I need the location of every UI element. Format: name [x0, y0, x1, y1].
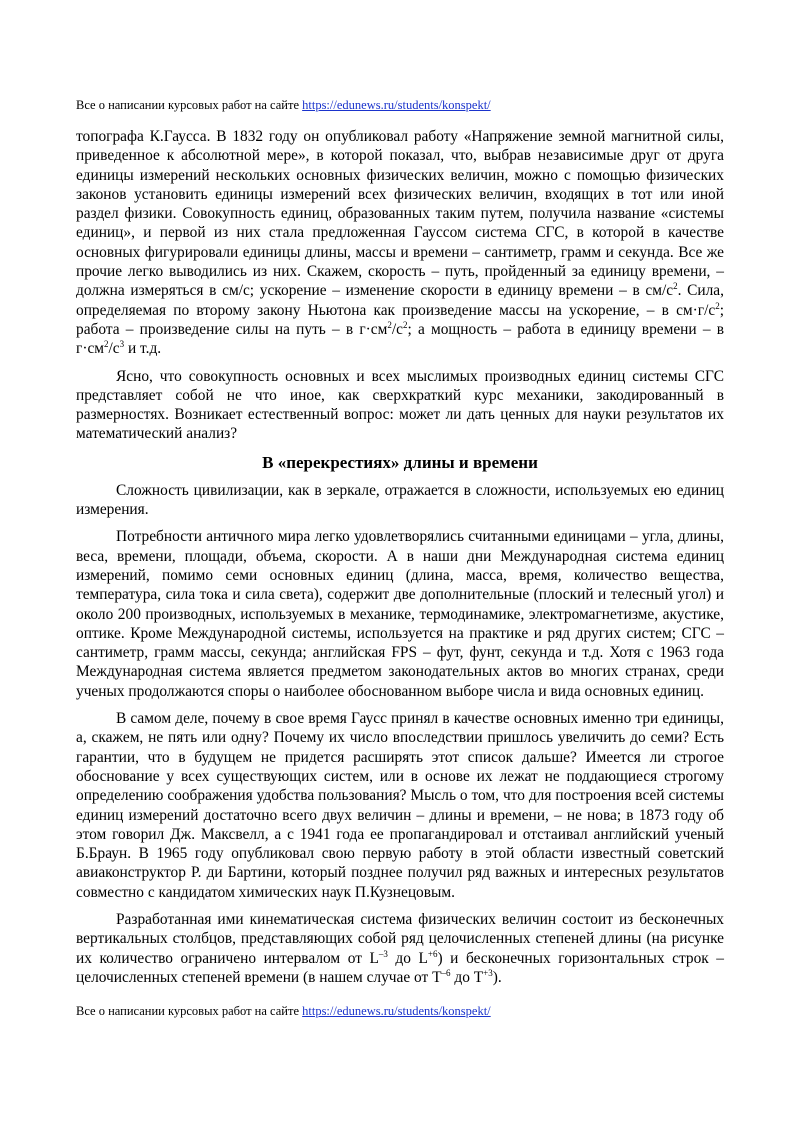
- text-run: ; а мощность – работа в единицу времени – в г·см: [76, 320, 724, 358]
- header-prefix: Все о написании курсовых работ на сайте: [76, 98, 303, 112]
- superscript: –6: [441, 967, 451, 978]
- text-run: ) и бесконечных горизонтальных строк – целочисленных степеней времени (в нашем случае от T: [76, 949, 724, 986]
- text-run: ; работа – произведение силы на путь – в г·см: [76, 301, 724, 338]
- paragraph-5: В самом деле, почему в свое время Гаусс принял в качестве основных именно три единицы, а, скажем, не пять или одну? Почему их число впоследствии пришлось увеличить до семи? Есть гарантии, что в будущем не придется расширять этот список дальше? Имеется ли строгое обоснование у всех существующих систем, или в основе их лежат не поддающиеся строгому определению соображения удобства пользования? Мысль о том, что для построения всей системы единиц измерений достаточно всего двух величин – длины и времени, – не нова; в 1873 году об этом говорил Дж. Максвелл, а с 1941 года ее пропагандировал и отстаивал английский ученый Б.Браун. В 1965 году опубликовал свою первую работу в этой области известный советский авиаконструктор Р. ди Бартини, который позднее получил ряд важных и интересных результатов совместно с кандидатом химических наук П.Кузнецовым.: [76, 710, 724, 901]
- text-run: /с: [108, 340, 120, 358]
- superscript: +3: [483, 967, 493, 978]
- paragraph-4: Потребности античного мира легко удовлетворялись считанными единицами – угла, длины, веса, времени, площади, объема, скорости. А в наши дни Международная система единиц измерений, помимо семи основных единиц (длина, масса, время, количество вещества, температура, сила тока и сила света), содержит две дополнительные (плоский и телесный угол) и около 200 производных, используемых в механике, термодинамике, электромагнетизме, акустике, оптике. Кроме Международной системы, используется на практике и ряд других систем; СГС – сантиметр, грамм массы, секунда; английская FPS – фут, фунт, секунда и т.д. Хотя с 1963 года Международная система является предметом законодательных актов во многих странах, среди ученых продолжаются споры о наиболее обоснованном выборе числа и вида основных единиц.: [76, 528, 724, 700]
- superscript: 2: [387, 319, 392, 330]
- footer-link[interactable]: https://edunews.ru/students/konspekt/: [302, 1004, 491, 1018]
- superscript: 2: [715, 300, 720, 311]
- text-run: ).: [492, 968, 502, 986]
- body-text: [76, 127, 724, 995]
- text-run: . Сила, определяемая по второму закону Ньютона как произведение массы на ускорение, – в см·г/с: [76, 282, 724, 319]
- paragraph-6: [76, 910, 724, 987]
- superscript: 2: [104, 339, 109, 350]
- footer-note: [76, 1003, 491, 1019]
- superscript: 3: [119, 339, 125, 350]
- superscript: 2: [402, 319, 408, 330]
- paragraph-1: [76, 127, 724, 359]
- text-run: до T: [450, 968, 484, 986]
- text-run: топографа К.Гаусса. В 1832 году он опубликовал работу «Напряжение земной магнитной силы, приведенное к абсолютной мере», в которой показал, что, выбрав независимые друг от друга единицы измерений нескольких основных физических величин, можно с помощью физических законов установить единицы измерений всех физических величин, входящих в тот или иной раздел физики. Совокупность единиц, образованных таким путем, получила название «системы единиц», и первой из них стала предложенная Гауссом система СГС, в которой в качестве основных фигурировали единицы длины, массы и времени – сантиметр, грамм и секунда. Все же прочие легко выводились из них. Скажем, скорость – путь, пройденный за единицу времени, – должна измеряться в см/с; ускорение – изменение скорости в единицу времени – в см/с: [76, 128, 724, 300]
- paragraph-2: Ясно, что совокупность основных и всех мыслимых производных единиц системы СГС представляет собой не что иное, как сверхкраткий курс механики, закодированный в размерностях. Возникает естественный вопрос: может ли дать ценных для науки результатов их математический анализ?: [76, 367, 724, 443]
- text-run: /с: [391, 320, 403, 338]
- superscript: 2: [673, 281, 678, 292]
- header-link[interactable]: https://edunews.ru/students/konspekt/: [302, 98, 491, 112]
- text-run: и т.д.: [124, 340, 162, 358]
- superscript: –3: [378, 948, 388, 959]
- footer-prefix: Все о написании курсовых работ на сайте: [76, 1004, 303, 1018]
- text-run: Разработанная ими кинематическая система физических величин состоит из бесконечных вертикальных столбцов, представляющих собой ряд целочисленных степеней длины (на рисунке их количество ограничено интервалом от L: [76, 910, 724, 967]
- paragraph-3: Сложность цивилизации, как в зеркале, отражается в сложности, используемых ею единиц измерения.: [76, 481, 724, 519]
- header-note: [76, 97, 491, 113]
- section-heading: В «перекрестиях» длины и времени: [262, 452, 538, 472]
- text-run: до L: [387, 949, 428, 967]
- superscript: +6: [427, 948, 438, 959]
